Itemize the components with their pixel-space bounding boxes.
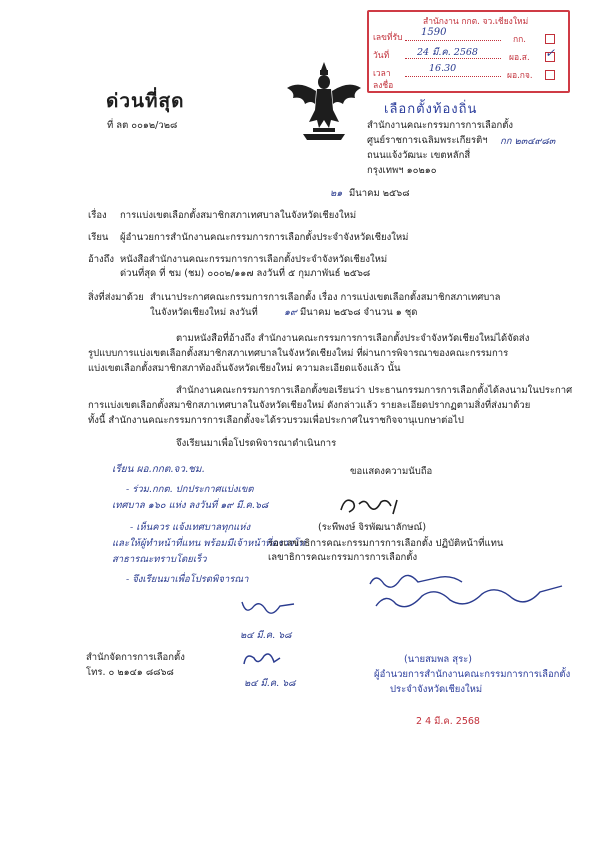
receipt-stamp [367, 10, 570, 93]
enclosure-label: สิ่งที่ส่งมาด้วย [88, 292, 144, 303]
enclosure-line2b: มีนาคม ๒๕๖๘ จำนวน ๑ ชุด [300, 307, 418, 318]
check-mark-icon: ✓ [545, 46, 556, 60]
stamp-checkbox-1 [545, 34, 555, 44]
stamp-opt2: ผอ.ส. [509, 53, 530, 63]
ref-line1: หนังสือสำนักงานคณะกรรมการการเลือกตั้งประจำจังหวัดเชียงใหม่ [120, 254, 388, 265]
stamp-org: สำนักงาน กกต. จว.เชียงใหม่ [423, 17, 529, 27]
stamp-time-value: 16.30 [429, 63, 457, 74]
address-line3: กรุงเทพฯ ๑๐๒๑๐ [367, 165, 437, 176]
address-line2: ถนนแจ้งวัฒนะ เขตหลักสี่ [367, 150, 471, 161]
director-title1: ผู้อำนวยการสำนักงานคณะกรรมการการเลือกตั้ง [374, 669, 571, 680]
department: สำนักจัดการการเลือกตั้ง [86, 652, 185, 663]
note-line3: เทศบาล ๑๖๐ แห่ง ลงวันที่ ๑๙ มี.ค.๖๘ [112, 500, 269, 511]
address-line1: ศูนย์ราชการเฉลิมพระเกียรติฯ [367, 135, 488, 146]
director-title2: ประจำจังหวัดเชียงใหม่ [390, 684, 483, 695]
address-line1-handwriting: กก ๒๓๔๙๘๓ [500, 136, 556, 147]
ref-line2: ด่วนที่สุด ที่ ชม (ชม) ๐๐๐๒/๑๑๗ ลงวันที่ ๕ กุมภาพันธ์ ๒๕๖๘ [120, 268, 371, 279]
signer-signature-icon [335, 492, 405, 518]
staff-signature-icon [238, 596, 298, 620]
stamp-checkbox-3 [545, 70, 555, 80]
para2-line2: การแบ่งเขตเลือกตั้งสมาชิกสภาเทศบาลในจังหวัดเชียงใหม่ ดังกล่าวแล้ว รายละเอียดปรากฏตามสิ่งที่ส่งมาด้วย [88, 400, 531, 411]
letter-date: มีนาคม ๒๕๖๘ [349, 188, 410, 199]
subject-label: เรื่อง [88, 210, 107, 221]
note-date-1: ๒๔ มี.ค. ๖๘ [240, 630, 292, 641]
note-line2: - ร่วม.กกต. ปกประกาศแบ่งเขต [126, 484, 254, 495]
para1-line1: ตามหนังสือที่อ้างถึง สำนักงานคณะกรรมการการเลือกตั้งประจำจังหวัดเชียงใหม่ได้จัดส่ง [176, 333, 530, 344]
letter-day-handwriting: ๒๑ [330, 188, 343, 199]
to-label: เรียน [88, 232, 109, 243]
director-signature-icon [366, 562, 566, 612]
para2-line1: สำนักงานคณะกรรมการการเลือกตั้งขอเรียนว่า ประธานกรรมการการเลือกตั้งได้ลงนามในประกาศ [176, 385, 573, 396]
note-line4: - เห็นควร แจ้งเทศบาลทุกแห่ง [130, 522, 251, 533]
enclosure-line1: สำเนาประกาศคณะกรรมการการเลือกตั้ง เรื่อง การแบ่งเขตเลือกตั้งสมาชิกสภาเทศบาล [150, 292, 501, 303]
para2-line3: ทั้งนี้ สำนักงานคณะกรรมการการเลือกตั้งจะได้รวบรวมเพื่อประกาศในราชกิจจานุเบกษาต่อไป [88, 415, 464, 426]
stamp-received-label: เลขที่รับ [373, 33, 403, 43]
doc-number: ที่ ลต ๐๐๑๒/ว๒๘ [107, 120, 178, 131]
stamp-received-no: 1590 [421, 27, 447, 38]
stamp-date-label: วันที่ [373, 51, 390, 61]
para1-line2: รูปแบบการแบ่งเขตเลือกตั้งสมาชิกสภาเทศบาลในจังหวัดเชียงใหม่ ที่ผ่านการพิจารณาของคณะกรรมการ [88, 348, 509, 359]
note-date-2: ๒๔ มี.ค. ๖๘ [244, 678, 296, 689]
note-line7: - จึงเรียนมาเพื่อโปรดพิจารณา [126, 574, 249, 585]
stamp-opt1: กก. [513, 35, 526, 45]
signer-title2: เลขาธิการคณะกรรมการการเลือกตั้ง [268, 552, 418, 563]
director-name: (นายสมพล สุระ) [404, 654, 472, 665]
closing-line: จึงเรียนมาเพื่อโปรดพิจารณาดำเนินการ [176, 438, 337, 449]
stamp-signer-label: ลงชื่อ [373, 81, 394, 91]
signer-title1: รองเลขาธิการคณะกรรมการการเลือกตั้ง ปฏิบัติหน้าที่แทน [268, 538, 504, 549]
approver-signature-icon [240, 648, 284, 672]
garuda-emblem-icon [283, 58, 365, 142]
stamp-opt3: ผอ.กจ. [507, 71, 533, 81]
phone: โทร. ๐ ๒๑๔๑ ๘๘๖๘ [86, 667, 174, 678]
enclosure-day-handwriting: ๑๙ [284, 307, 297, 318]
stamp-time-label: เวลา [373, 69, 391, 79]
to-text: ผู้อำนวยการสำนักงานคณะกรรมการการเลือกตั้งประจำจังหวัดเชียงใหม่ [120, 232, 409, 243]
enclosure-line2a: ในจังหวัดเชียงใหม่ ลงวันที่ [150, 307, 258, 318]
urgency-label: ด่วนที่สุด [106, 90, 185, 112]
ref-label: อ้างถึง [88, 254, 115, 265]
subject-text: การแบ่งเขตเลือกตั้งสมาชิกสภาเทศบาลในจังหวัดเชียงใหม่ [120, 210, 357, 221]
signer-name: (ระพีพงษ์ จิรพัฒนาลักษณ์) [318, 522, 427, 533]
office-name: สำนักงานคณะกรรมการการเลือกตั้ง [367, 120, 514, 131]
stamp-ref: เลือกตั้งท้องถิ่น [384, 102, 478, 117]
para1-line3: แบ่งเขตเลือกตั้งสมาชิกสภาท้องถิ่นจังหวัดเชียงใหม่ ความละเอียดแจ้งแล้ว นั้น [88, 363, 401, 374]
note-line6: สาธารณะทราบโดยเร็ว [112, 554, 207, 565]
stamp-date-value: 24 มี.ค. 2568 [417, 47, 478, 58]
director-date: 2 4 มี.ค. 2568 [416, 716, 480, 727]
note-line5: และให้ผู้ทำหน้าที่แทน พร้อมมีเจ้าหน้าที่ตรวจโท [112, 538, 305, 549]
regards: ขอแสดงความนับถือ [350, 466, 433, 477]
note-line1: เรียน ผอ.กกต.จว.ชม. [112, 464, 205, 475]
